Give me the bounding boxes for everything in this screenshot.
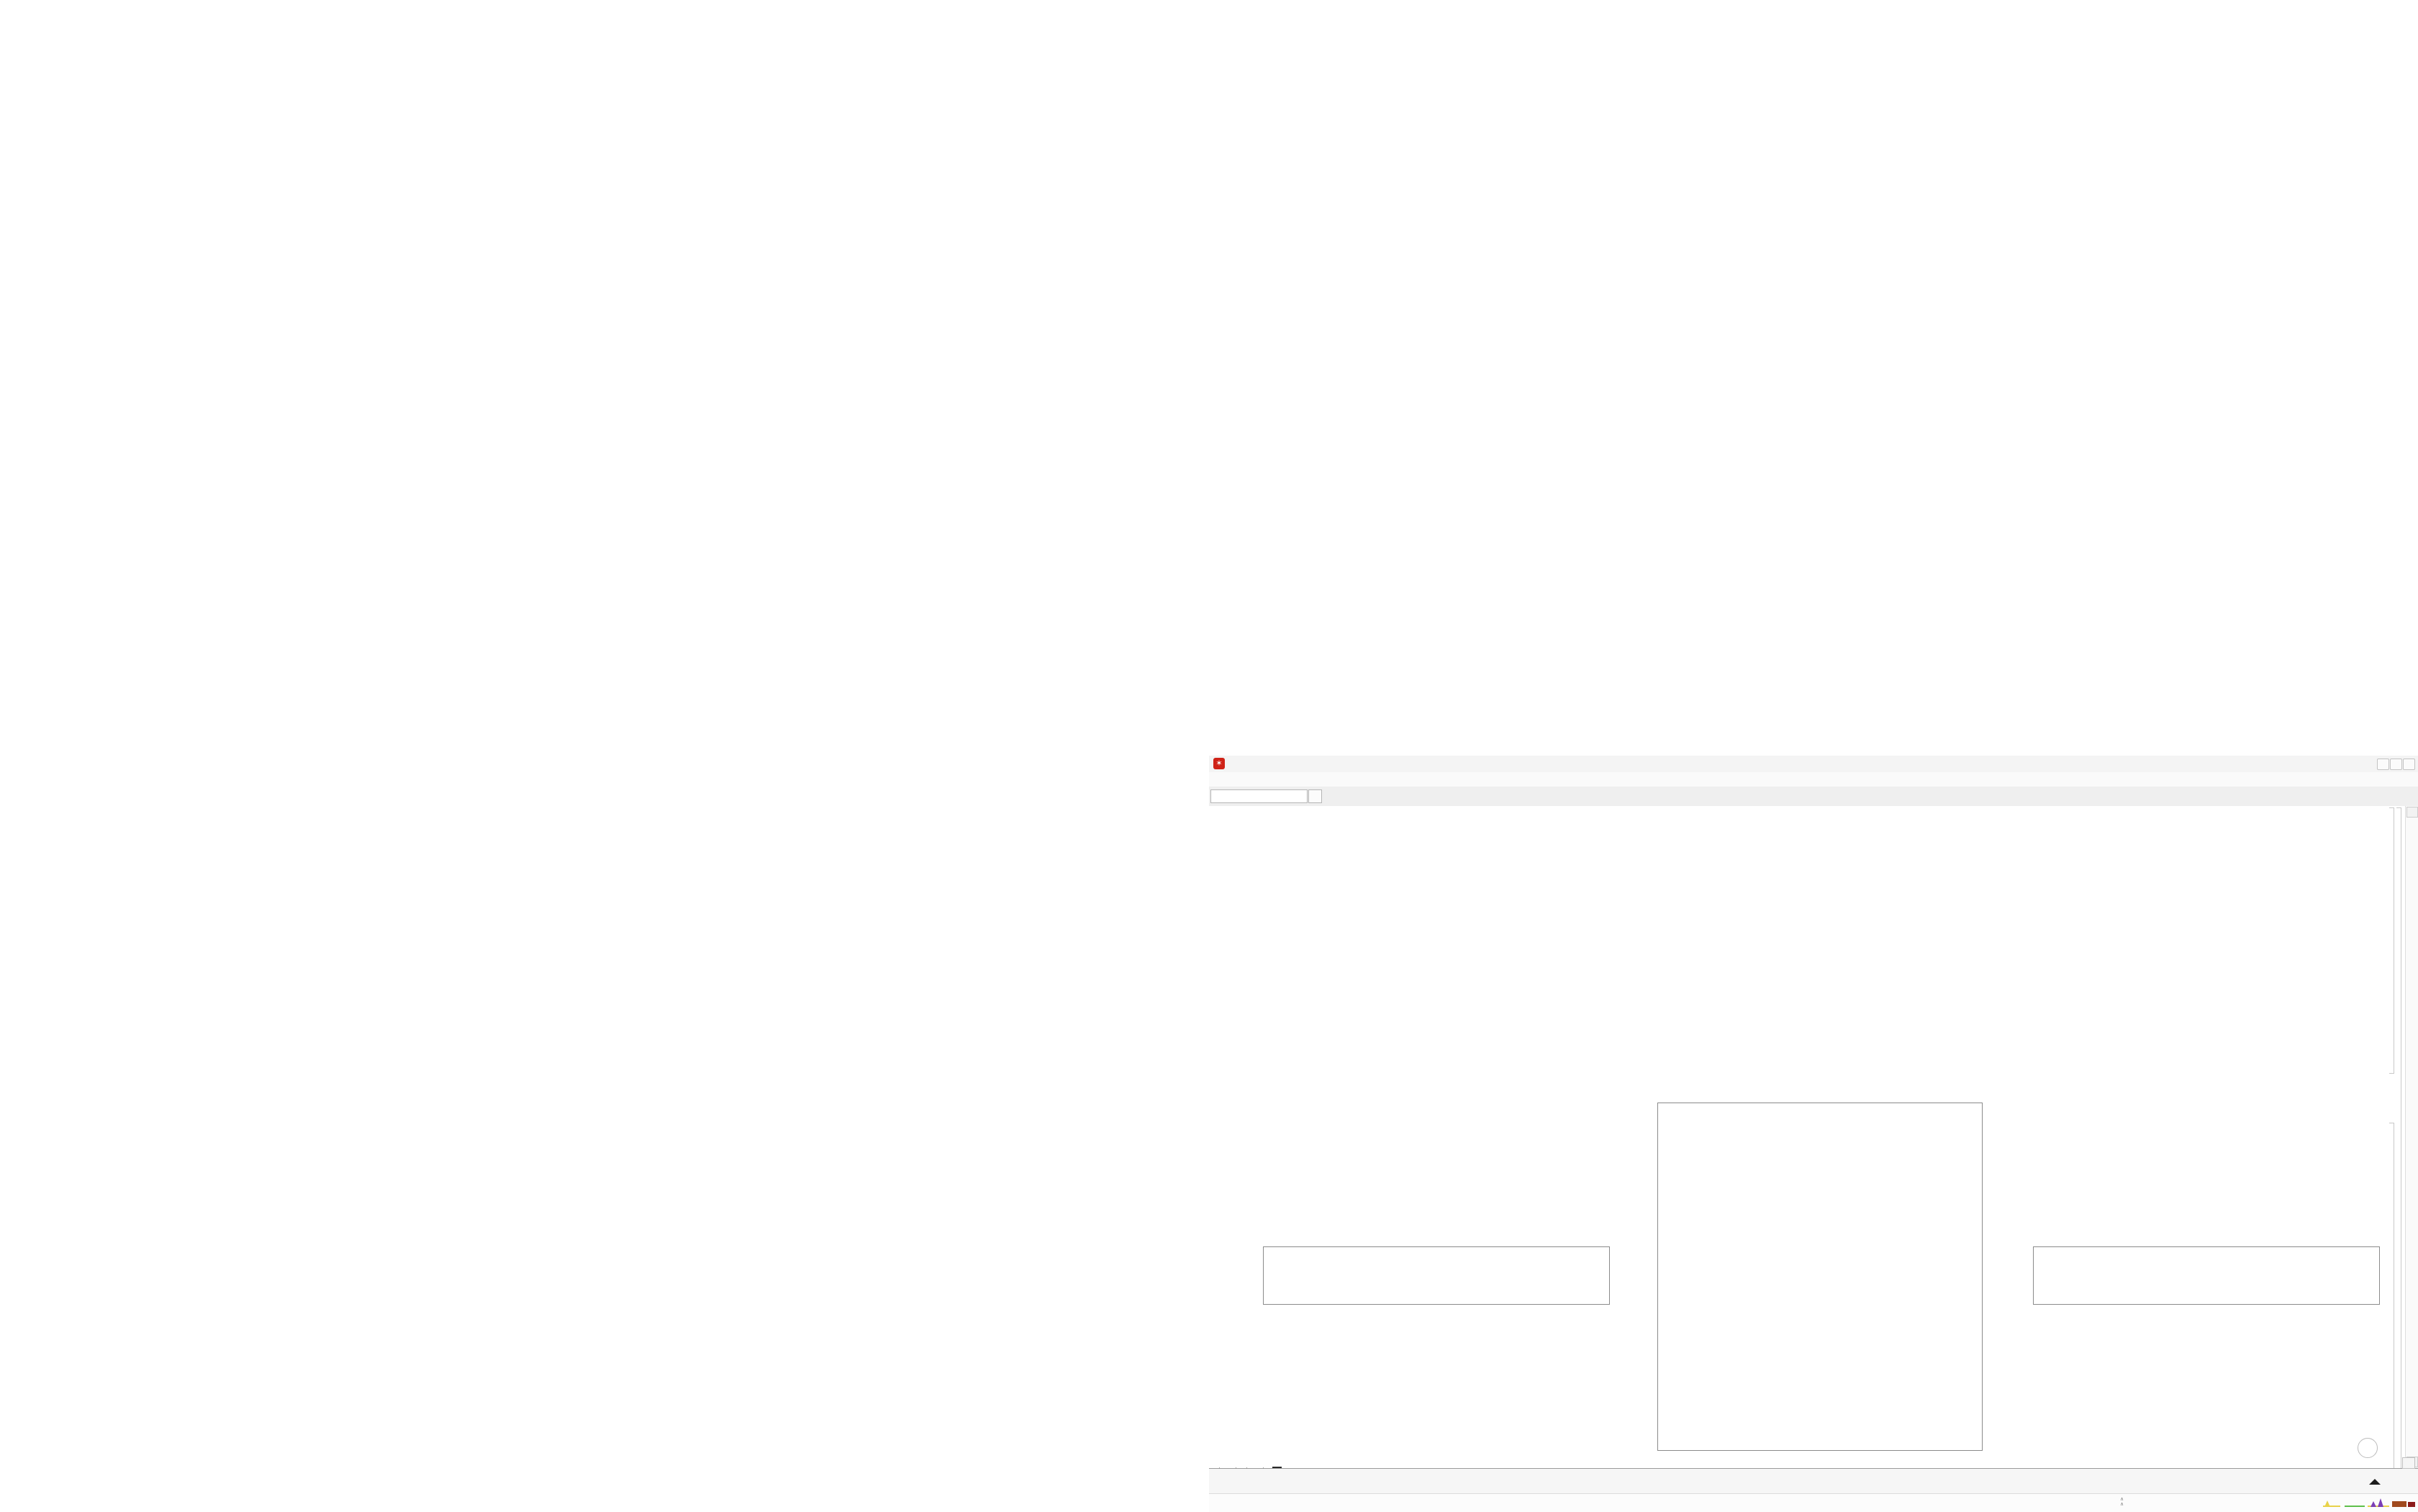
curvature-squircle-plot [1657, 1103, 1983, 1451]
scroll-up-icon[interactable] [2406, 807, 2418, 818]
window-titlebar[interactable] [1209, 756, 2418, 773]
window-menu-icon[interactable] [2402, 1457, 2415, 1469]
wave-strip-plot [2033, 1246, 2380, 1305]
chevron-down-icon[interactable] [1308, 789, 1322, 803]
sysmon-graph-mem [2392, 1498, 2415, 1508]
notebook-content[interactable] [1209, 806, 2418, 1468]
vertical-scrollbar[interactable] [2405, 806, 2418, 1468]
resize-grip-icon[interactable] [2369, 1479, 2381, 1485]
input-cell-bracket[interactable] [2389, 807, 2394, 1074]
output-cell-bracket[interactable] [2389, 1123, 2394, 1474]
scroll-to-bottom-button[interactable] [2358, 1438, 2378, 1458]
sysmon-chevrons-icon: ∧ ∧ [2120, 1497, 2124, 1507]
mathematica-spikey-icon: ✶ [1213, 758, 1225, 769]
close-button[interactable] [2403, 759, 2415, 770]
sysmon-graph-load [2368, 1498, 2389, 1508]
toolbar [1209, 787, 2418, 807]
sysmon-graph-cpu [2323, 1498, 2340, 1508]
wave-strip-plot [1263, 1246, 1610, 1305]
sysmon-graph-net [2345, 1498, 2365, 1508]
taskbar [1209, 1493, 2418, 1512]
display-bottom [0, 756, 2418, 1511]
cell-group-bracket[interactable] [2396, 807, 2401, 1474]
restore-button[interactable] [2390, 759, 2402, 770]
menubar [1209, 772, 2418, 787]
statusbar [1209, 1468, 2418, 1494]
cell-style-dropdown[interactable] [1210, 789, 1308, 803]
minimize-button[interactable] [2377, 759, 2389, 770]
notebook-window-right-half [1209, 756, 2418, 1511]
